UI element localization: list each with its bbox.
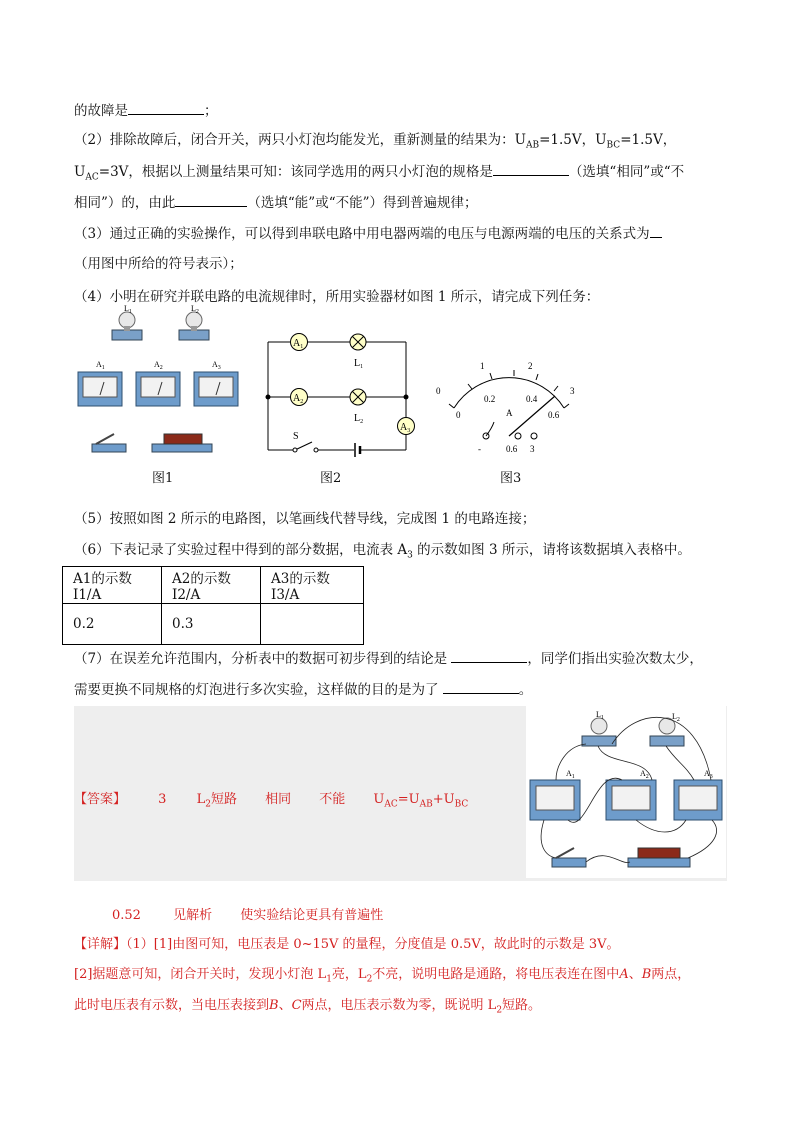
answer-line: 【答案】 3 $L_2$短路 相同 不能 $U_{AC}=U_{AB}+U_{BC}$	[74, 792, 469, 810]
table-header-cell: A2的示数 I2/A	[162, 567, 261, 604]
dial-top-2: 2	[528, 361, 533, 371]
q4-line: （4）小明在研究并联电路的电流规律时，所用实验器材如图 1 所示，请完成下列任务：	[74, 289, 600, 305]
q3-line-1: （3）通过正确的实验操作，可以得到串联电路中用电器两端的电压与电源两端的电压的关系式为	[74, 223, 662, 244]
answer-ammeter-A3	[674, 780, 722, 820]
q2-line-3: 相同”）的，由此 （选填“能”或“不能”）得到普遍规律；	[74, 192, 478, 213]
blank-3[interactable]	[175, 192, 247, 207]
label-A3: $A_3$	[212, 360, 221, 371]
blank-2[interactable]	[493, 161, 569, 176]
q6-line: （6）下表记录了实验过程中得到的部分数据，电流表 $A_3$ 的示数如图 3 所示，请将该数据填入表格中。	[74, 542, 691, 561]
q2-line-2: $U_{AC}=3V$，根据以上测量结果可知：该同学选用的两只小灯泡的规格是 （选填“相同”或“不	[74, 161, 684, 188]
ammeter-symbol-A3-label: $A_3$	[400, 422, 411, 434]
switch-label: S	[293, 431, 299, 442]
lamp-symbol-L2	[350, 389, 366, 405]
battery-device	[152, 434, 212, 452]
blank-5[interactable]	[451, 648, 527, 663]
figure-3-caption: 图3	[500, 471, 522, 486]
answer-label-A1: $A_1$	[566, 769, 575, 780]
dial-unit: A	[506, 408, 513, 418]
ammeter-A3	[194, 372, 238, 406]
answer-label: 【答案】	[74, 792, 127, 807]
q2-line-1: （2）排除故障后，闭合开关，两只小灯泡均能发光，重新测量的结果为：$U_{AB}=1.5V$，$U_{BC}=1.5V$，	[74, 132, 677, 151]
label-L2: $L_2$	[191, 304, 199, 315]
table-cell-empty[interactable]	[261, 604, 364, 645]
detail-line-3: 此时电压表有示数，当电压表接到B、C两点，电压表示数为零，既说明 $L_2$短路。	[74, 998, 542, 1016]
table-cell: 0.2	[63, 604, 162, 645]
label-A2: $A_2$	[154, 360, 163, 371]
answer-label-A3: $A_3$	[704, 769, 713, 780]
answer-wiring-figure	[526, 706, 726, 878]
junction-left	[266, 395, 271, 400]
dial-top-0: 0	[436, 386, 441, 396]
ammeter-A1	[78, 372, 122, 406]
q7-line-1: （7）在误差允许范围内，分析表中的数据可初步得到的结论是 ，同学们指出实验次数太少，	[74, 648, 703, 669]
figure-2-circuit	[260, 325, 420, 460]
data-table	[62, 566, 364, 645]
figure-3-dial	[432, 358, 587, 458]
answer-ammeter-A1	[530, 780, 580, 820]
figure-1-caption: 图1	[152, 471, 174, 486]
dial-top-3: 3	[570, 386, 575, 396]
blank-4[interactable]	[650, 223, 662, 238]
bulb-L1	[112, 312, 142, 340]
dial-bottom-3: 0.6	[548, 410, 560, 420]
q1-tail: 的故障是 ；	[74, 100, 218, 121]
junction-right	[404, 395, 409, 400]
table-row	[63, 604, 364, 645]
ammeter-symbol-A2-label: $A_2$	[293, 393, 304, 405]
answer-ammeter-A2	[606, 780, 656, 820]
detail-line-1: 【详解】（1）[1]由图可知，电压表是 0~15V 的量程，分度值是 0.5V，故此时的示数是 3V。	[74, 937, 620, 952]
label-A1: $A_1$	[96, 360, 105, 371]
lamp-symbol-L1	[350, 334, 366, 350]
table-cell: 0.3	[162, 604, 261, 645]
dial-top-1: 1	[480, 361, 485, 371]
q7-line-2: 需要更换不同规格的灯泡进行多次实验，这样做的目的是为了 。	[74, 679, 532, 700]
answer-label-L2: $L_2$	[672, 712, 680, 723]
label-L1: $L_1$	[124, 304, 132, 315]
dial-bottom-0: 0	[456, 410, 461, 420]
dial-bottom-1: 0.2	[484, 394, 496, 404]
blank-6[interactable]	[443, 679, 519, 694]
terminal-3: 3	[530, 444, 535, 454]
answer-label-A2: $A_2$	[640, 769, 649, 780]
answer-line-2: 0.52 见解析 使实验结论更具有普遍性	[112, 908, 384, 923]
figure-1-equipment	[74, 300, 254, 460]
bulb-L2	[179, 312, 209, 340]
detail-line-2: [2]据题意可知，闭合开关时，发现小灯泡 $L_1$亮，$L_2$不亮，说明电路是通路，将电压表连在图中A、B两点，	[74, 967, 691, 985]
q5-line: （5）按照如图 2 所示的电路图，以笔画线代替导线，完成图 1 的电路连接；	[74, 511, 536, 527]
ammeter-A2	[136, 372, 180, 406]
switch-device	[92, 434, 126, 452]
answer-label-L1: $L_1$	[596, 710, 604, 721]
terminal-06: 0.6	[506, 444, 518, 454]
terminal-minus: -	[478, 444, 481, 454]
terminals	[483, 422, 537, 439]
switch-contact-2	[314, 448, 318, 452]
switch-contact	[293, 448, 297, 452]
lamp-symbol-L2-label: $L_2$	[354, 413, 364, 425]
detail-label: 【详解】	[74, 937, 127, 952]
lamp-symbol-L1-label: $L_1$	[354, 358, 364, 370]
dial-bottom-2: 0.4	[526, 394, 538, 404]
table-header-row	[63, 567, 364, 604]
figure-2-caption: 图2	[320, 471, 342, 486]
table-header-cell: A3的示数 I3/A	[261, 567, 364, 604]
ammeter-symbol-A1-label: $A_1$	[293, 338, 304, 350]
table-header-cell: A1的示数 I1/A	[63, 567, 162, 604]
blank-1[interactable]	[128, 100, 204, 115]
q3-line-2: （用图中所给的符号表示）；	[74, 256, 243, 272]
